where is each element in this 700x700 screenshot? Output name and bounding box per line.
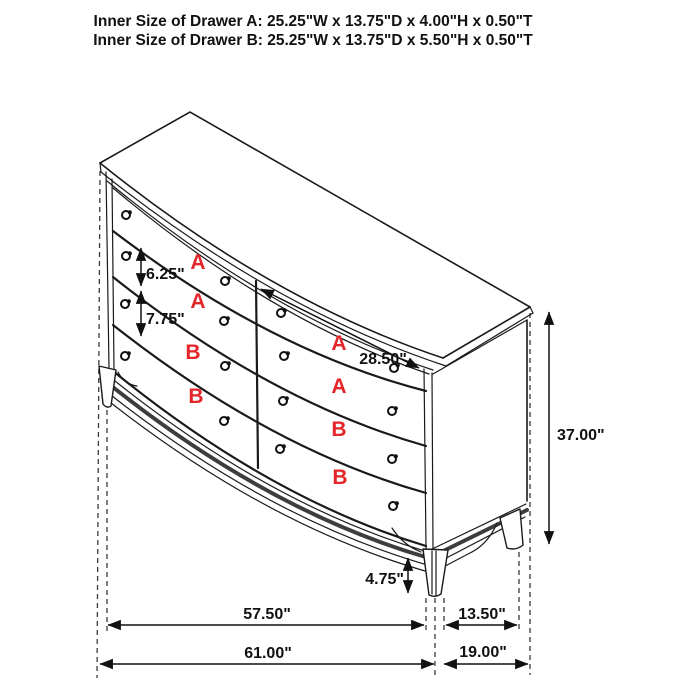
drawer-knob (388, 406, 398, 415)
base-rail-1 (110, 377, 428, 552)
drawer-knob (121, 299, 131, 308)
drawer-knob (220, 416, 230, 425)
front-left-leg (99, 366, 116, 407)
dim-overall-depth-label: 19.00" (459, 644, 507, 661)
drawer-label-left-1: A (190, 251, 206, 274)
drawer-knob (221, 361, 231, 370)
dim-width-between-legs-label: 57.50" (243, 606, 291, 623)
drawer-a-inner-size-text: Inner Size of Drawer A: 25.25"W x 13.75"D x 4.00"H x 0.50"T (93, 13, 533, 30)
drawer-b-inner-size-text: Inner Size of Drawer B: 25.25"W x 13.75"D x 5.50"H x 0.50"T (93, 32, 533, 49)
drawer-knob (221, 276, 231, 285)
drawer-label-right-4: B (332, 466, 348, 489)
title-block (93, 13, 533, 49)
dim-overall-height-label: 37.00" (557, 427, 605, 444)
drawer-label-left-2: A (190, 290, 206, 313)
top-thickness-right (446, 307, 533, 366)
drawer-label-right-3: B (331, 418, 347, 441)
base-rail-3 (106, 399, 432, 573)
dimension-labels (146, 266, 605, 662)
dim-depth-between-legs-label: 13.50" (458, 606, 506, 623)
drawer-knob (280, 351, 290, 360)
dim-leg-height-label: 4.75" (365, 571, 404, 588)
drawer-label-right-2: A (331, 375, 347, 398)
drawer-label-left-4: B (188, 385, 204, 408)
dim-drawer-a-height-label: 6.25" (146, 266, 185, 283)
drawer-knob (279, 396, 289, 405)
drawer-knob (122, 251, 132, 260)
drawer-knob (121, 351, 131, 360)
right-corner-stile (424, 369, 433, 549)
dim-overall-width-label: 61.00" (244, 645, 292, 662)
dim-drawer-b-height-label: 7.75" (146, 311, 185, 328)
drawer-knob (277, 308, 287, 317)
drawer-letter-labels (185, 251, 347, 489)
drawer-knob (122, 210, 132, 219)
left-corner-stile (106, 172, 114, 370)
drawer-knobs (121, 210, 400, 510)
drawer-knob (389, 501, 399, 510)
top-thickness-edge (100, 163, 446, 366)
drawer-knob (276, 444, 286, 453)
dim-right-drawers-width-label: 28.50" (359, 351, 407, 368)
drawer-label-right-1: A (331, 332, 347, 355)
center-divider (256, 281, 258, 468)
top-right-edge (443, 307, 530, 358)
drawer-knob (388, 454, 398, 463)
drawer-knob (220, 316, 230, 325)
extension-line-left-outer (97, 171, 100, 678)
side-panel-top-edge (433, 320, 527, 374)
drawer-label-left-3: B (185, 341, 201, 364)
drawer-area-bottom-edge (113, 371, 426, 546)
dresser-drawing (99, 112, 533, 596)
